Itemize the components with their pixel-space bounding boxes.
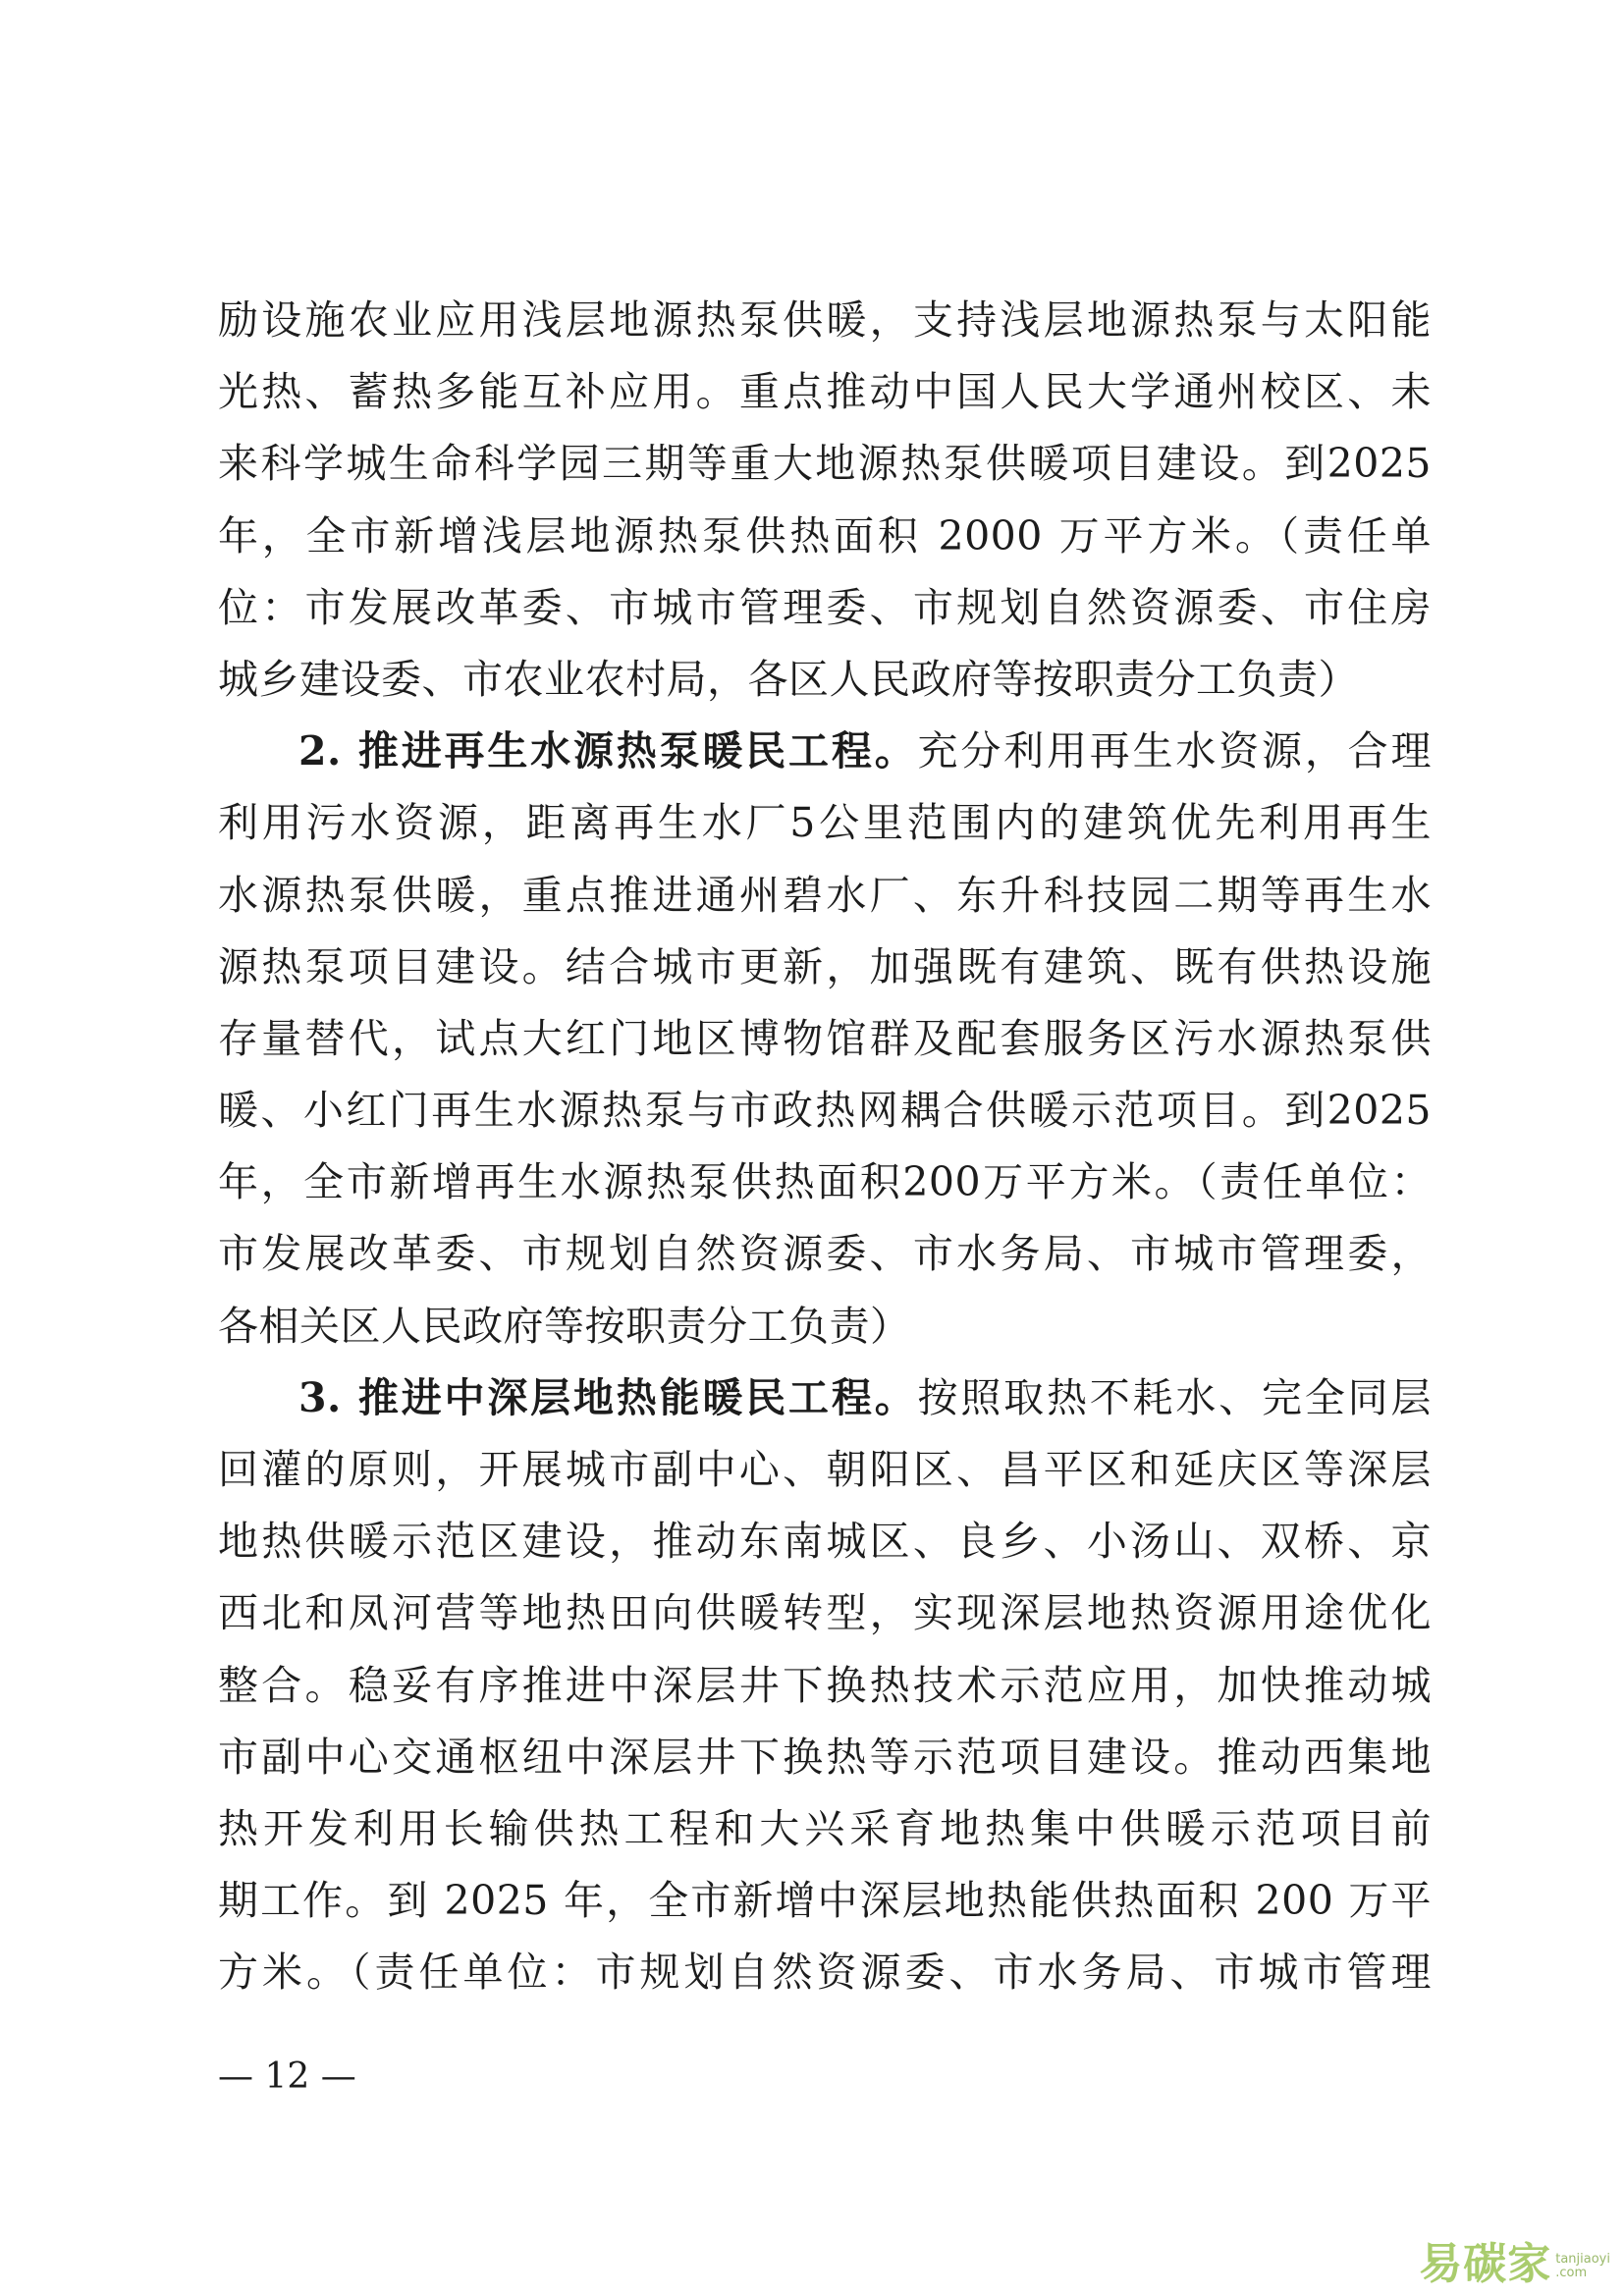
paragraph-line: 方米。（责任单位：市规划自然资源委、市水务局、市城市管理 bbox=[218, 1949, 1432, 1997]
watermark-domain bbox=[1555, 2253, 1610, 2280]
paragraph-line: 位：市发展改革委、市城市管理委、市规划自然资源委、市住房 bbox=[218, 583, 1432, 631]
paragraph-text: 按照取热不耗水、完全同层 bbox=[917, 1373, 1433, 1421]
paragraph-line: 整合。稳妥有序推进中深层井下换热技术示范应用，加快推动城 bbox=[218, 1661, 1432, 1709]
paragraph-line: 源热泵项目建设。结合城市更新，加强既有建筑、既有供热设施 bbox=[218, 942, 1432, 990]
paragraph-line: 年，全市新增浅层地源热泵供热面积 2000 万平方米。（责任单 bbox=[218, 511, 1432, 560]
watermark-logo-text: 易碳家 bbox=[1419, 2239, 1552, 2289]
watermark-domain-line: tanjiaoyi bbox=[1555, 2252, 1610, 2267]
paragraph-line: 热开发利用长输供热工程和大兴采育地热集中供暖示范项目前 bbox=[218, 1804, 1432, 1852]
paragraph-line: 城乡建设委、市农业农村局，各区人民政府等按职责分工负责） bbox=[218, 655, 1359, 703]
paragraph-first-line bbox=[218, 716, 1432, 787]
paragraph-line: 光热、蓄热多能互补应用。重点推动中国人民大学通州校区、未 bbox=[218, 368, 1432, 416]
paragraph-line: 励设施农业应用浅层地源热泵供暖，支持浅层地源热泵与太阳能 bbox=[218, 296, 1432, 344]
paragraph-line: 地热供暖示范区建设，推动东南城区、良乡、小汤山、双桥、京 bbox=[218, 1518, 1432, 1566]
paragraph-line: 市副中心交通枢纽中深层井下换热等示范项目建设。推动西集地 bbox=[218, 1733, 1432, 1781]
paragraph-line: 期工作。到 2025 年，全市新增中深层地热能供热面积 200 万平 bbox=[218, 1877, 1432, 1925]
watermark-logo bbox=[1419, 2239, 1610, 2289]
paragraph-text: 充分利用再生水资源，合理 bbox=[917, 727, 1433, 775]
paragraph-line: 来科学城生命科学园三期等重大地源热泵供暖项目建设。到2025 bbox=[218, 440, 1432, 488]
watermark-domain-line: .com bbox=[1555, 2266, 1588, 2280]
section-heading: 2. 推进再生水源热泵暖民工程。 bbox=[298, 727, 918, 775]
paragraph-line: 回灌的原则，开展城市副中心、朝阳区、昌平区和延庆区等深层 bbox=[218, 1446, 1432, 1493]
paragraph-line: 存量替代，试点大红门地区博物馆群及配套服务区污水源热泵供 bbox=[218, 1014, 1432, 1062]
body-text bbox=[218, 285, 1432, 2009]
paragraph-line: 年，全市新增再生水源热泵供热面积200万平方米。（责任单位： bbox=[218, 1158, 1432, 1206]
paragraph-line: 市发展改革委、市规划自然资源委、市水务局、市城市管理委， bbox=[218, 1230, 1432, 1278]
paragraph-line: 西北和凤河营等地热田向供暖转型，实现深层地热资源用途优化 bbox=[218, 1589, 1432, 1637]
page-number: — 12 — bbox=[218, 2056, 356, 2097]
paragraph-line: 利用污水资源，距离再生水厂5公里范围内的建筑优先利用再生 bbox=[218, 799, 1432, 847]
section-heading: 3. 推进中深层地热能暖民工程。 bbox=[298, 1373, 918, 1421]
paragraph-first-line bbox=[218, 1362, 1432, 1434]
paragraph-line: 水源热泵供暖，重点推进通州碧水厂、东升科技园二期等再生水 bbox=[218, 871, 1432, 919]
paragraph-line: 暖、小红门再生水源热泵与市政热网耦合供暖示范项目。到2025 bbox=[218, 1087, 1432, 1135]
paragraph-line: 各相关区人民政府等按职责分工负责） bbox=[218, 1302, 911, 1350]
